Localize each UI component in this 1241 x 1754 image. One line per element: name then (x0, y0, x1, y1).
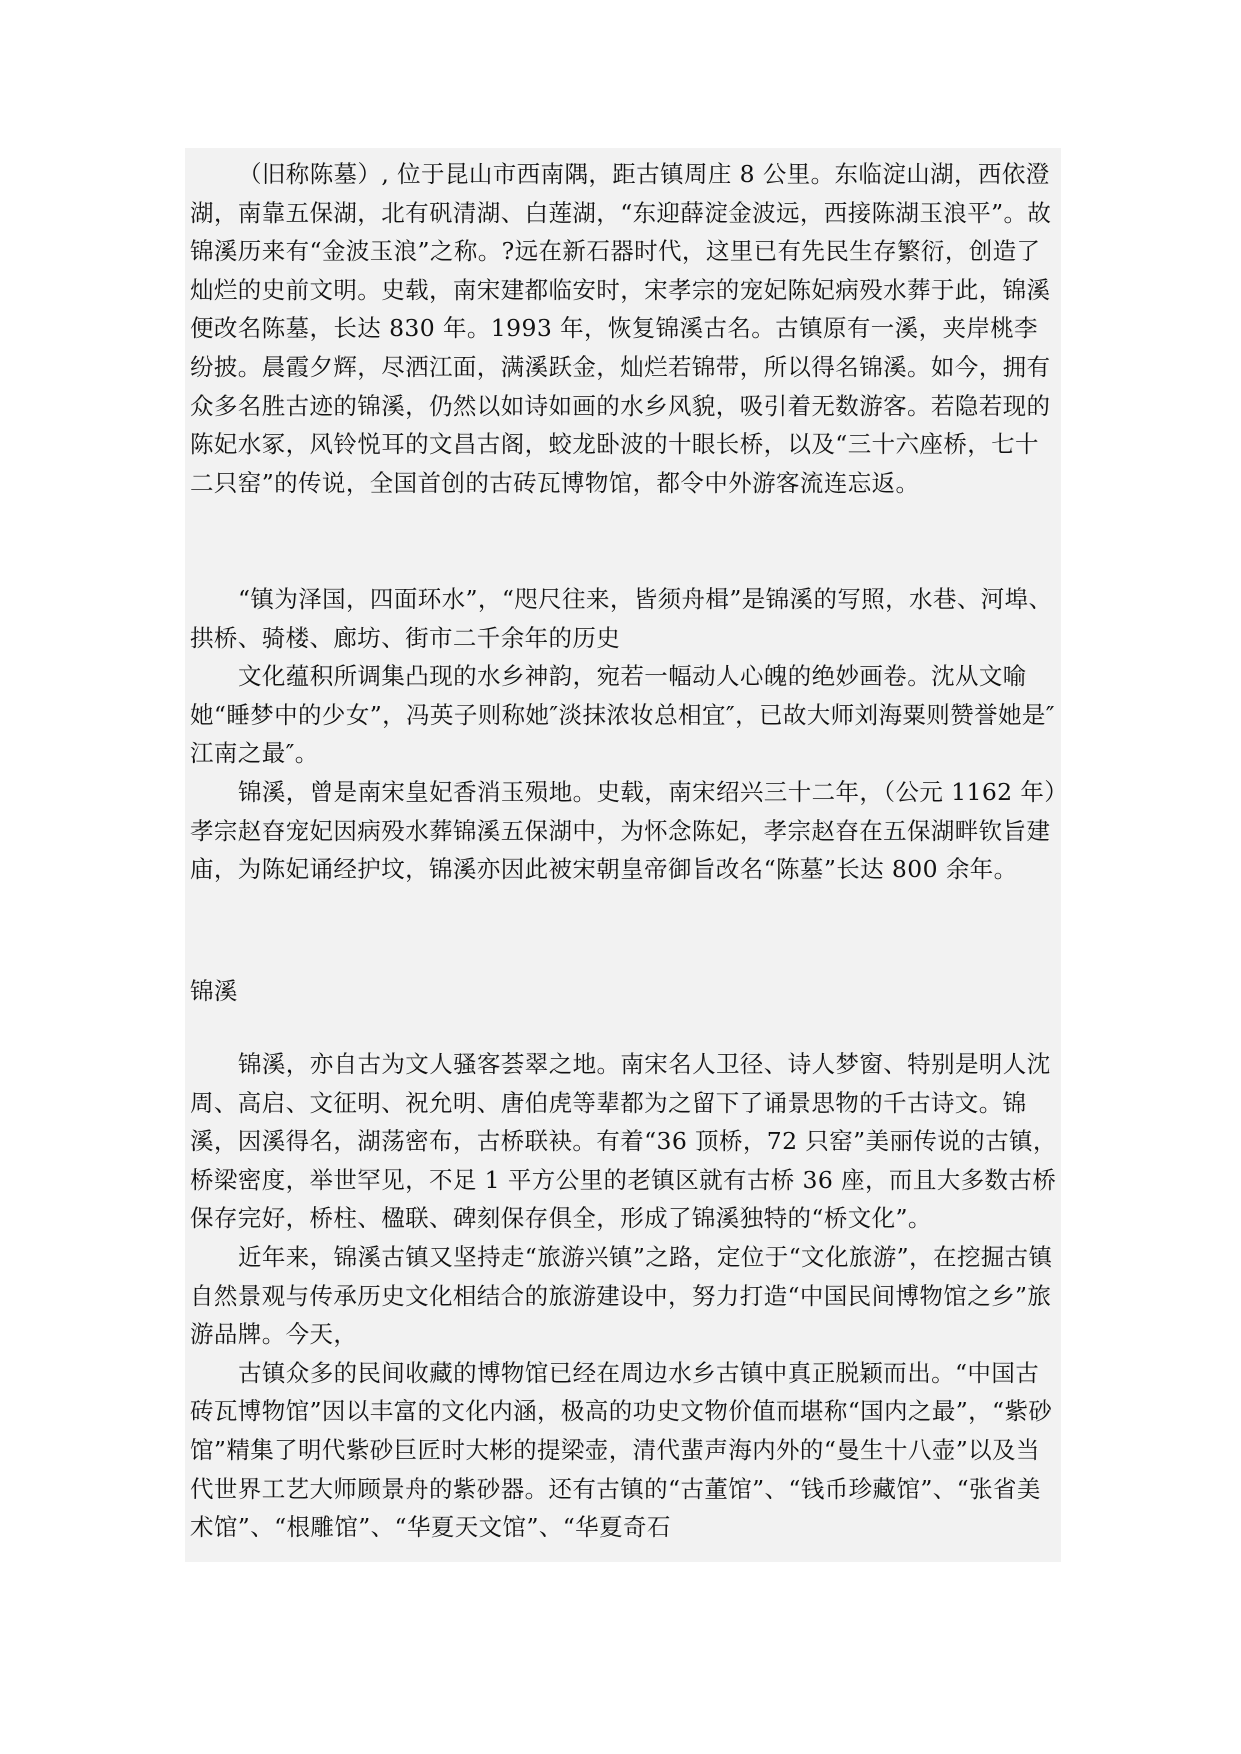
paragraph-tourism: 近年来，锦溪古镇又坚持走“旅游兴镇”之路，定位于“文化旅游”，在挖掘古镇自然景观与传承历史文化相结合的旅游建设中，努力打造“中国民间博物馆之乡”旅游品牌。今天， (190, 1242, 1053, 1349)
section-heading: 锦溪 (190, 977, 238, 1005)
heading-section (190, 972, 1060, 1011)
paragraph-water-town: “镇为泽国，四面环水”，“咫尺往来，皆须舟楫”是锦溪的写照，水巷、河埠、拱桥、骑楼、廊坊、街市二千余年的历史 (190, 585, 1053, 652)
paragraph-culture: 文化蕴积所调集凸现的水乡神韵，宛若一幅动人心魄的绝妙画卷。沈从文喻她“睡梦中的少女”，冯英子则称她″淡抹浓妆总相宜″，已故大师刘海粟则赞誉她是″江南之最″。 (190, 662, 1055, 768)
bridge-culture-section (190, 1045, 1060, 1547)
history-section (190, 580, 1060, 889)
intro-paragraph: （旧称陈墓）, 位于昆山市西南隅，距古镇周庄 8 公里。东临淀山湖，西依澄湖，南靠五保湖，北有矾清湖、白莲湖，“东迎薛淀金波远，西接陈湖玉浪平”。故锦溪历来有“金波玉浪”之称。?远在新石器时代，这里已有先民生存繁衍，创造了灿烂的史前文明。史载，南宋建都临安时，宋孝宗的宠妃陈妃病殁水葬于此，锦溪便改名陈墓，长达 830 年。1993 年，恢复锦溪古名。古镇原有一溪，夹岸桃李纷披。晨霞夕辉，尽洒江面，满溪跃金，灿烂若锦带，所以得名锦溪。如今，拥有众多名胜古迹的锦溪，仍然以如诗如画的水乡风貌，吸引着无数游客。若隐若现的陈妃水冢，风铃悦耳的文昌古阁，蛟龙卧波的十眼长桥，以及“三十六座桥，七十二只窑”的传说，全国首创的古砖瓦博物馆，都令中外游客流连忘返。 (190, 160, 1052, 497)
paragraph-museums: 古镇众多的民间收藏的博物馆已经在周边水乡古镇中真正脱颖而出。“中国古砖瓦博物馆”因以丰富的文化内涵，极高的功史文物价值而堪称“国内之最”，“紫砂馆”精集了明代紫砂巨匠时大彬的提梁壶，清代蜚声海内外的“曼生十八壶”以及当代世界工艺大师顾景舟的紫砂器。还有古镇的“古董馆”、“钱币珍藏馆”、“张省美术馆”、“根雕馆”、“华夏天文馆”、“华夏奇石 (190, 1358, 1053, 1542)
intro-section (190, 155, 1060, 502)
paragraph-consort: 锦溪，曾是南宋皇妃香消玉殒地。史载，南宋绍兴三十二年，（公元 1162 年）孝宗赵昚宠妃因病殁水葬锦溪五保湖中，为怀念陈妃，孝宗赵昚在五保湖畔钦旨建庙，为陈妃诵经护坟，锦溪亦因此被宋朝皇帝御旨改名“陈墓”长达 800 余年。 (190, 777, 1057, 884)
paragraph-literati: 锦溪，亦自古为文人骚客荟翠之地。南宋名人卫径、诗人梦窗、特别是明人沈周、高启、文征明、祝允明、唐伯虎等辈都为之留下了诵景思物的千古诗文。锦溪，因溪得名，湖荡密布，古桥联袂。有着“36 顶桥，72 只窑”美丽传说的古镇，桥梁密度，举世罕见，不足 1 平方公里的老镇区就有古桥 36 座，而且大多数古桥保存完好，桥柱、楹联、碑刻保存俱全，形成了锦溪独特的“桥文化”。 (190, 1050, 1057, 1233)
